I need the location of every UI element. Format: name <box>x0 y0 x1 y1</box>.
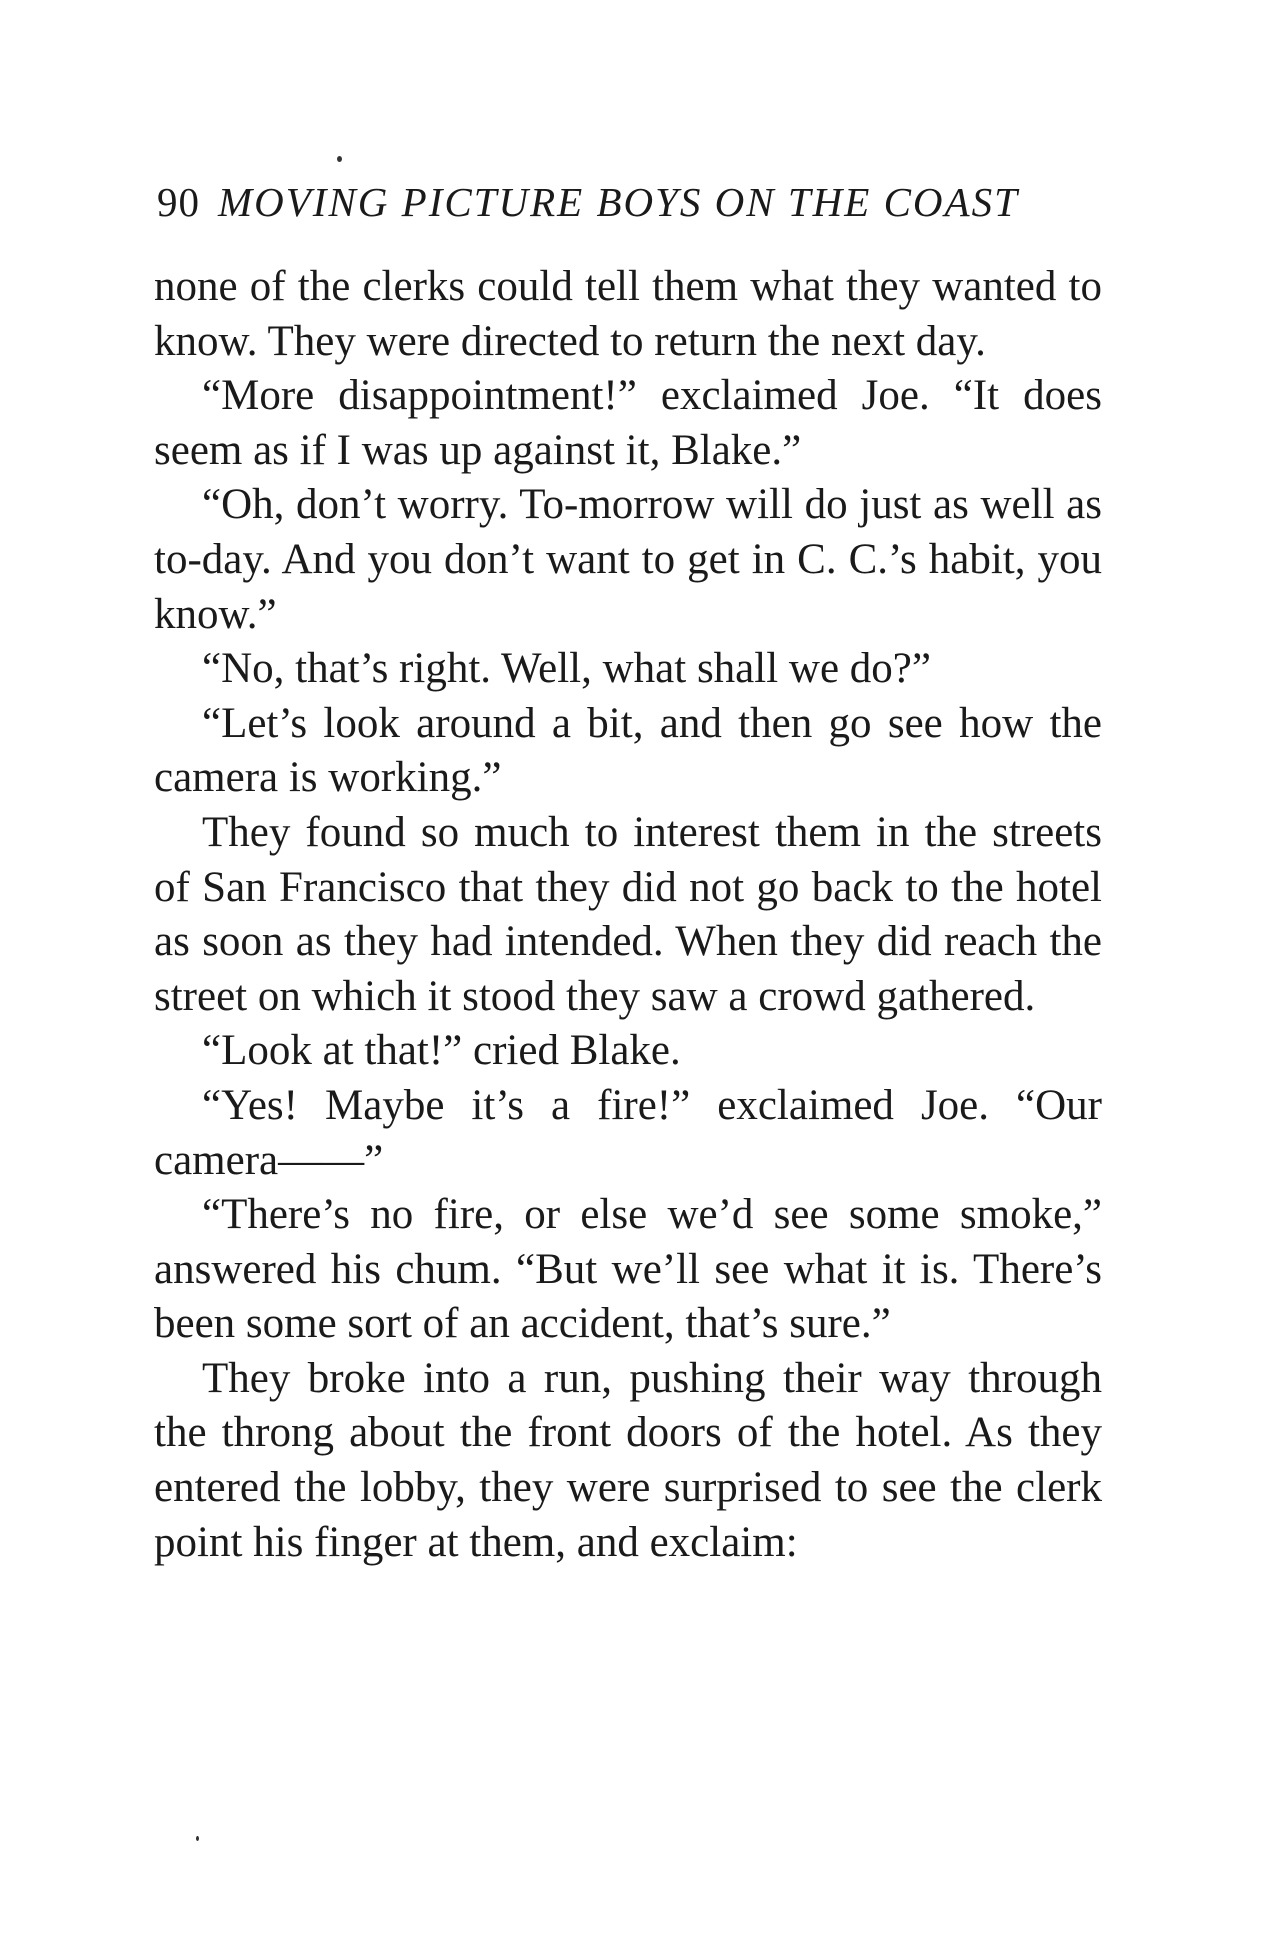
paragraph: They found so much to interest them in the streets of San Francisco that they did not go back to the hotel as soon as they had intended. When they did reach the street on which it stood they saw a crowd gathered. <box>154 808 1102 1020</box>
paragraph: “Look at that!” cried Blake. <box>202 1027 681 1075</box>
paragraph: “More disappointment!” exclaimed Joe. “It does seem as if I was up against it, Blake.” <box>154 372 1102 474</box>
running-head <box>157 178 1057 226</box>
body-text <box>154 260 1102 1570</box>
paragraph: “Oh, don’t worry. To-morrow will do just as well as to-day. And you don’t want to get in C. C.’s habit, you know.” <box>154 481 1102 638</box>
page-number: 90 <box>157 179 200 225</box>
paragraph: They broke into a run, pushing their way through the throng about the front doors of the hotel. As they entered the lobby, they were surprised to see the clerk point his finger at them, and exclaim: <box>154 1354 1102 1566</box>
paragraph: “There’s no fire, or else we’d see some smoke,” answered his chum. “But we’ll see what it is. There’s been some sort of an accident, that’s sure.” <box>154 1191 1102 1348</box>
paragraph: none of the clerks could tell them what they wanted to know. They were directed to return the next day. <box>154 263 1102 365</box>
paragraph: “Let’s look around a bit, and then go see how the camera is working.” <box>154 699 1102 802</box>
ink-speck <box>196 1836 199 1841</box>
running-title: MOVING PICTURE BOYS ON THE COAST <box>218 179 1019 225</box>
paragraph: “Yes! Maybe it’s a fire!” exclaimed Joe. “Our camera——” <box>154 1081 1102 1184</box>
paragraph: “No, that’s right. Well, what shall we do?” <box>202 645 931 693</box>
ink-speck <box>337 156 342 162</box>
